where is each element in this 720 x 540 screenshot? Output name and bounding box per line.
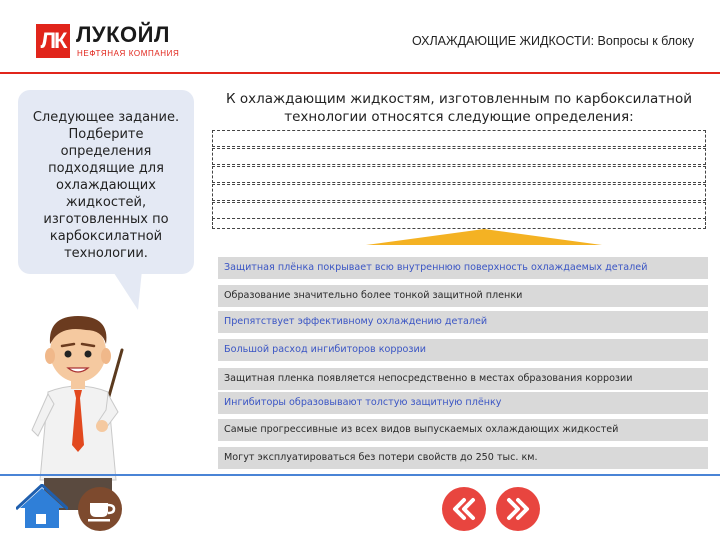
previous-button[interactable]	[442, 487, 486, 531]
coffee-cup-icon[interactable]	[78, 487, 122, 531]
speech-bubble-text: Следующее задание. Подберите определения подходящие для охлаждающих жидкостей, изготовленных по карбоксилатной технологии.	[32, 110, 180, 261]
next-button[interactable]	[496, 487, 540, 531]
double-chevron-right-icon	[496, 487, 540, 531]
answer-slot-3[interactable]	[212, 166, 706, 183]
double-chevron-left-icon	[442, 487, 486, 531]
option-5[interactable]: Защитная пленка появляется непосредственно в местах образования коррозии	[218, 368, 708, 390]
lukoil-logo	[36, 22, 196, 66]
brand-subtitle: НЕФТЯНАЯ КОМПАНИЯ	[77, 49, 180, 58]
answer-slot-4[interactable]	[212, 184, 706, 201]
answer-slot-1[interactable]	[212, 130, 706, 147]
brand-name: ЛУКОЙЛ	[76, 22, 170, 47]
option-2[interactable]: Образование значительно более тонкой защитной пленки	[218, 285, 708, 307]
option-3[interactable]: Препятствует эффективному охлаждению деталей	[218, 311, 708, 333]
drag-up-arrow	[366, 229, 602, 245]
option-6[interactable]: Ингибиторы образовывают толстую защитную плёнку	[218, 392, 708, 414]
page-title: ОХЛАЖДАЮЩИЕ ЖИДКОСТИ: Вопросы к блоку	[411, 34, 694, 48]
option-1[interactable]: Защитная плёнка покрывает всю внутреннюю поверхность охлаждаемых деталей	[218, 257, 708, 279]
lukoil-logo-mark: ЛК	[36, 24, 70, 58]
option-7[interactable]: Самые прогрессивные из всех видов выпускаемых охлаждающих жидкостей	[218, 419, 708, 441]
question-text: К охлаждающим жидкостям, изготовленным по карбоксилатной технологии относятся следующие определения:	[225, 91, 693, 125]
footer-divider	[0, 474, 720, 476]
answer-slot-2[interactable]	[212, 148, 706, 165]
answer-slot-5[interactable]	[212, 202, 706, 219]
answer-slot-6[interactable]	[212, 218, 706, 229]
option-8[interactable]: Могут эксплуатироваться без потери свойств до 250 тыс. км.	[218, 447, 708, 469]
option-4[interactable]: Большой расход ингибиторов коррозии	[218, 339, 708, 361]
home-icon[interactable]	[16, 484, 68, 530]
header-divider	[0, 72, 720, 74]
